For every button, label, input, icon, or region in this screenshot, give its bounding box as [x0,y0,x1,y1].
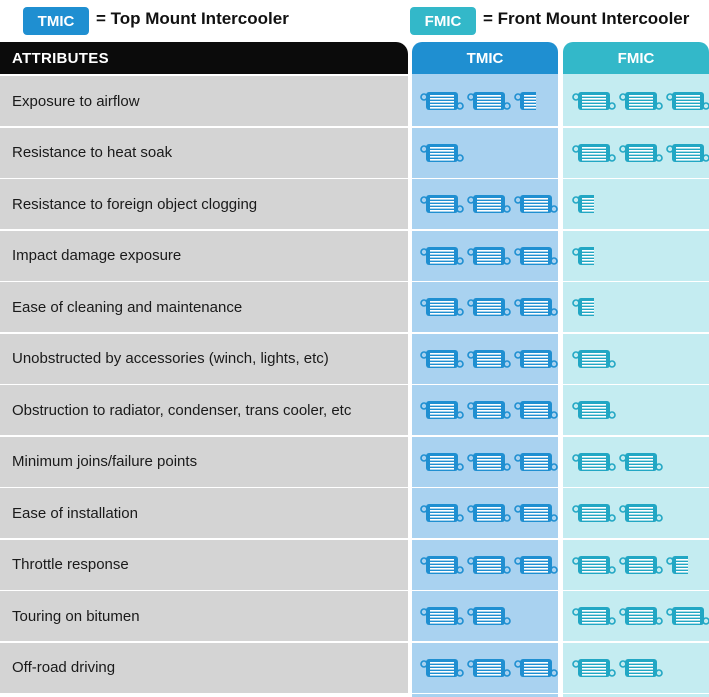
intercooler-icon [572,604,616,628]
fmic-rating [572,591,709,641]
intercooler-icon [467,501,511,525]
fmic-rating [572,437,709,487]
tmic-rating [420,643,560,693]
intercooler-icon [420,398,464,422]
intercooler-icon [467,192,511,216]
intercooler-icon [514,656,558,680]
intercooler-icon [666,604,709,628]
intercooler-icon [467,295,511,319]
intercooler-icon [467,604,511,628]
intercooler-icon [420,501,464,525]
table-row [0,437,709,489]
intercooler-icon [572,501,616,525]
fmic-rating [572,334,709,384]
intercooler-icon [420,141,464,165]
intercooler-icon [514,192,558,216]
intercooler-icon [467,450,511,474]
legend-tmic-badge: TMIC [23,7,89,35]
intercooler-icon [572,89,616,113]
header-tmic: TMIC [412,42,558,74]
attribute-label: Ease of installation [0,488,408,538]
attribute-label: Ease of cleaning and maintenance [0,282,408,332]
intercooler-icon [572,656,616,680]
header-attributes: ATTRIBUTES [0,42,408,74]
table-row [0,76,709,128]
intercooler-icon [619,604,663,628]
intercooler-icon [420,347,464,371]
attribute-label: Unobstructed by accessories (winch, lights, etc) [0,334,408,384]
intercooler-icon [467,347,511,371]
intercooler-icon [619,89,663,113]
intercooler-icon [572,347,616,371]
intercooler-icon [619,656,663,680]
fmic-rating [572,128,709,178]
tmic-rating [420,540,560,590]
intercooler-icon [572,553,616,577]
table-row [0,488,709,540]
attribute-label: Exposure to airflow [0,76,408,126]
fmic-rating [572,488,709,538]
row-divider [0,693,709,695]
table-row [0,128,709,180]
tmic-rating [420,385,560,435]
attribute-label: Resistance to heat soak [0,128,408,178]
legend-fmic-badge: FMIC [410,7,476,35]
intercooler-icon [467,398,511,422]
intercooler-icon [619,141,663,165]
attribute-label: Obstruction to radiator, condenser, trans cooler, etc [0,385,408,435]
fmic-rating [572,643,709,693]
intercooler-icon [572,141,616,165]
table-row [0,643,709,695]
table-row [0,540,709,592]
legend-fmic-text: = Front Mount Intercooler [483,9,690,28]
attribute-label: Off-road driving [0,643,408,693]
intercooler-icon [467,553,511,577]
intercooler-icon [514,398,558,422]
legend-tmic-text: = Top Mount Intercooler [96,9,289,28]
intercooler-icon [514,501,558,525]
intercooler-icon [572,450,616,474]
intercooler-icon [420,89,464,113]
fmic-rating [572,385,709,435]
legend [0,0,709,42]
table-row [0,591,709,643]
intercooler-icon [666,89,709,113]
intercooler-icon [514,347,558,371]
tmic-rating [420,231,560,281]
attribute-label: Throttle response [0,540,408,590]
tmic-rating [420,76,560,126]
intercooler-icon [467,656,511,680]
intercooler-partial-icon [514,89,536,113]
table-row [0,334,709,386]
intercooler-icon [666,141,709,165]
fmic-rating [572,231,709,281]
tmic-rating [420,591,560,641]
attribute-label: Resistance to foreign object clogging [0,179,408,229]
intercooler-icon [420,295,464,319]
intercooler-icon [514,295,558,319]
intercooler-icon [420,244,464,268]
tmic-rating [420,179,560,229]
intercooler-icon [420,553,464,577]
intercooler-icon [514,450,558,474]
fmic-rating [572,282,709,332]
intercooler-partial-icon [572,192,594,216]
tmic-rating [420,334,560,384]
intercooler-partial-icon [572,244,594,268]
intercooler-icon [572,398,616,422]
intercooler-icon [619,553,663,577]
attribute-label: Impact damage exposure [0,231,408,281]
attribute-label: Touring on bitumen [0,591,408,641]
tmic-rating [420,488,560,538]
header-fmic: FMIC [563,42,709,74]
attribute-label: Minimum joins/failure points [0,437,408,487]
tmic-rating [420,282,560,332]
intercooler-icon [514,244,558,268]
table-row [0,385,709,437]
intercooler-icon [467,244,511,268]
fmic-rating [572,540,709,590]
intercooler-icon [619,450,663,474]
intercooler-partial-icon [666,553,688,577]
tmic-rating [420,437,560,487]
table-row [0,179,709,231]
fmic-rating [572,76,709,126]
intercooler-icon [619,501,663,525]
intercooler-icon [420,656,464,680]
table-row [0,282,709,334]
fmic-rating [572,179,709,229]
table-row [0,231,709,283]
intercooler-icon [467,89,511,113]
intercooler-partial-icon [572,295,594,319]
intercooler-icon [514,553,558,577]
intercooler-icon [420,192,464,216]
tmic-rating [420,128,560,178]
intercooler-icon [420,604,464,628]
intercooler-icon [420,450,464,474]
